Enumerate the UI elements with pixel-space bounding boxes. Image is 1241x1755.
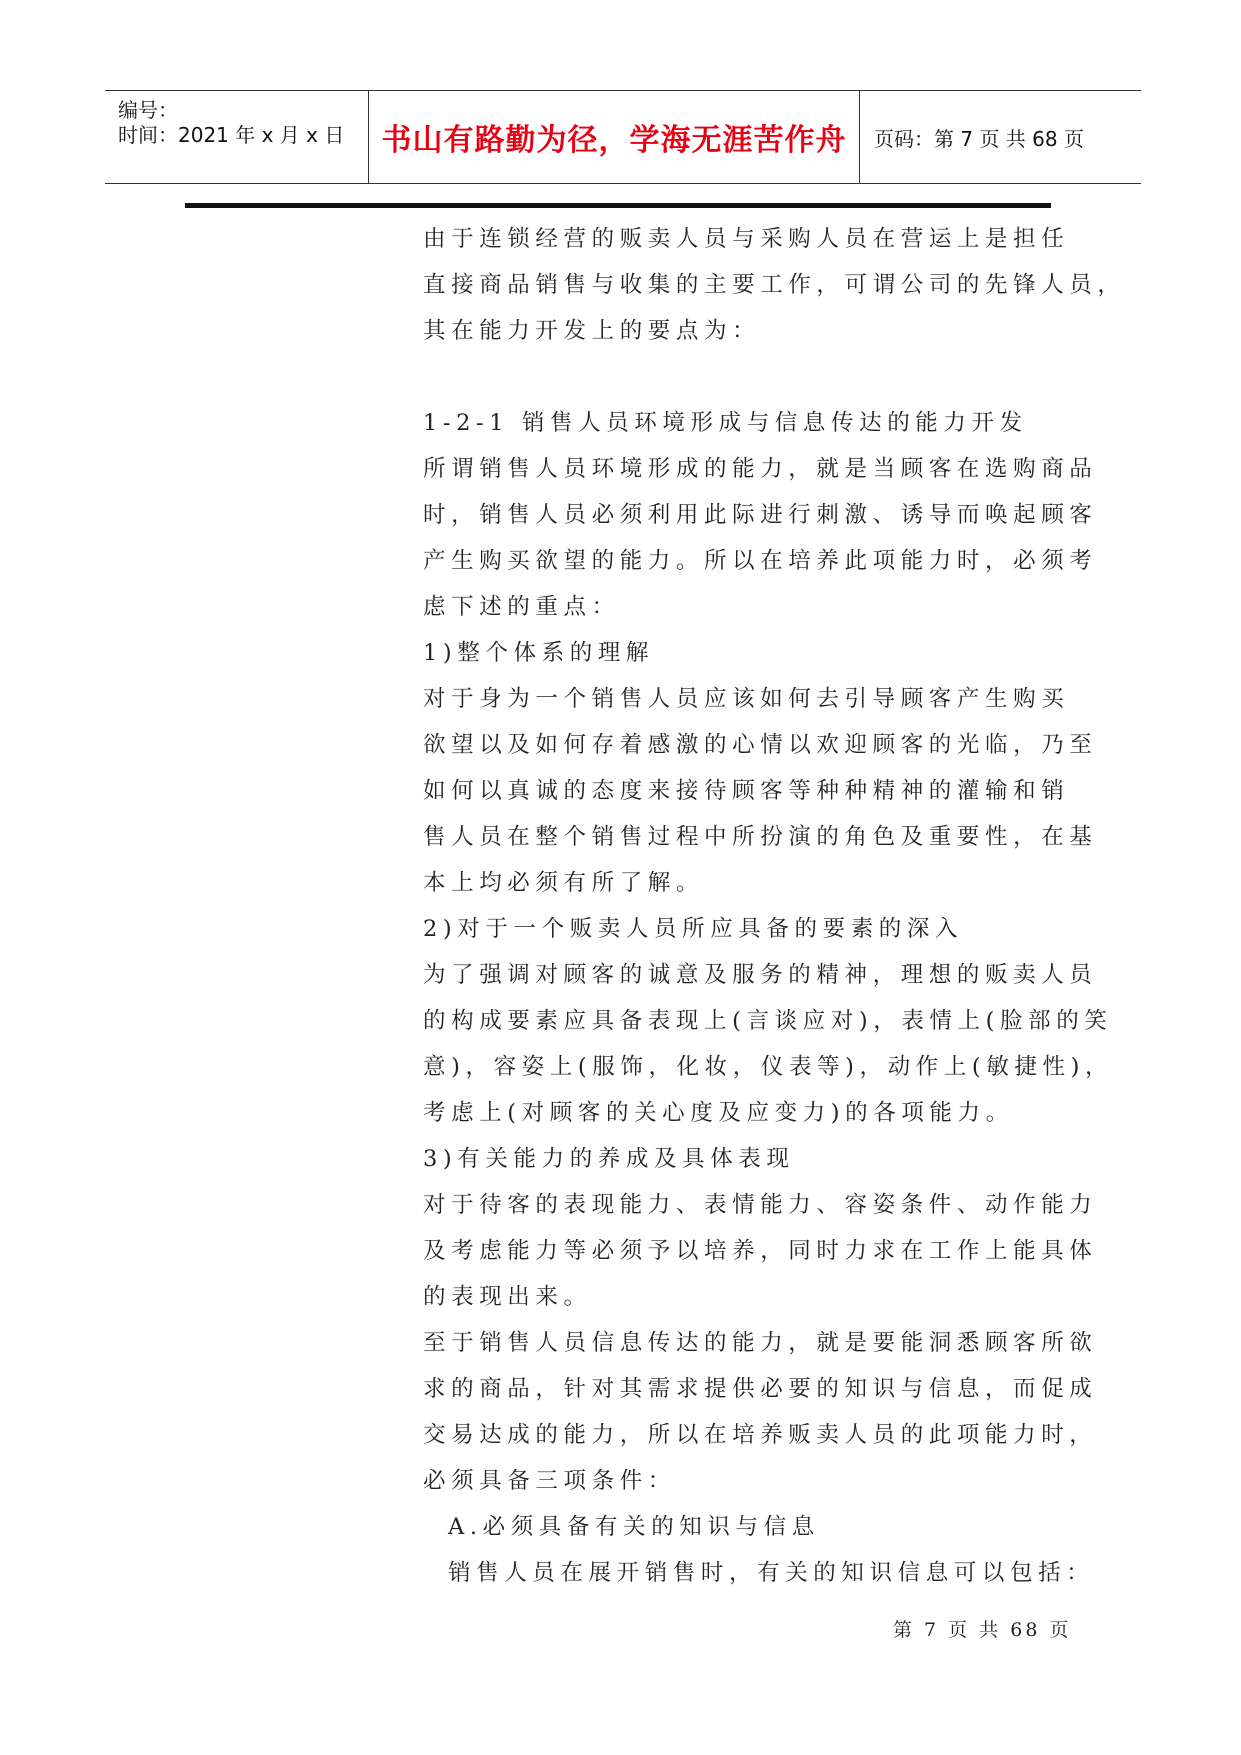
header-page-cell bbox=[860, 91, 1141, 183]
body-line: 考虑上(对顾客的关心度及应变力)的各项能力。 bbox=[423, 1100, 1014, 1126]
body-line: 直接商品销售与收集的主要工作，可谓公司的先锋人员， bbox=[423, 272, 1126, 298]
page-header bbox=[105, 90, 1141, 184]
body-line: 为了强调对顾客的诚意及服务的精神，理想的贩卖人员 bbox=[423, 962, 1098, 988]
header-meta-cell bbox=[105, 91, 369, 183]
page-footer: 第 7 页 共 68 页 bbox=[893, 1619, 1072, 1641]
body-line: 其在能力开发上的要点为： bbox=[423, 318, 761, 344]
serial-number-label: 编号： bbox=[118, 98, 178, 122]
body-line: 交易达成的能力，所以在培养贩卖人员的此项能力时， bbox=[423, 1422, 1098, 1448]
body-line: 产生购买欲望的能力。所以在培养此项能力时，必须考 bbox=[423, 548, 1098, 574]
header-motto: 书山有路勤为径，学海无涯苦作舟 bbox=[381, 123, 847, 158]
body-line: 虑下述的重点： bbox=[423, 594, 620, 620]
indented-subheading: A.必须具备有关的知识与信息 bbox=[448, 1514, 820, 1540]
paragraph-gap bbox=[423, 354, 1068, 400]
body-line: 本上均必须有所了解。 bbox=[423, 870, 705, 896]
body-line: 的构成要素应具备表现上(言谈应对)，表情上(脸部的笑 bbox=[423, 1008, 1113, 1034]
body-line: 对于身为一个销售人员应该如何去引导顾客产生购买 bbox=[423, 686, 1070, 712]
body-line: 意)，容姿上(服饰，化妆，仪表等)，动作上(敏捷性)， bbox=[423, 1054, 1114, 1080]
time-label: 时间：2021 年 x 月 x 日 bbox=[118, 123, 345, 147]
body-line: 由于连锁经营的贩卖人员与采购人员在营运上是担任 bbox=[423, 226, 1070, 252]
body-line: 时，销售人员必须利用此际进行刺激、诱导而唤起顾客 bbox=[423, 502, 1098, 528]
subheading: 3)有关能力的养成及具体表现 bbox=[423, 1146, 795, 1172]
body-line: 售人员在整个销售过程中所扮演的角色及重要性，在基 bbox=[423, 824, 1098, 850]
subheading: 2)对于一个贩卖人员所应具备的要素的深入 bbox=[423, 916, 964, 942]
body-line: 求的商品，针对其需求提供必要的知识与信息，而促成 bbox=[423, 1376, 1098, 1402]
body-line: 对于待客的表现能力、表情能力、容姿条件、动作能力 bbox=[423, 1192, 1098, 1218]
body-line: 必须具备三项条件： bbox=[423, 1468, 676, 1494]
indented-line: 销售人员在展开销售时，有关的知识信息可以包括： bbox=[448, 1560, 1095, 1586]
body-line: 至于销售人员信息传达的能力，就是要能洞悉顾客所欲 bbox=[423, 1330, 1098, 1356]
body-line: 的表现出来。 bbox=[423, 1284, 592, 1310]
header-page-info: 页码：第 7 页 共 68 页 bbox=[874, 127, 1084, 151]
body-line: 所谓销售人员环境形成的能力，就是当顾客在选购商品 bbox=[423, 456, 1098, 482]
body-line: 如何以真诚的态度来接待顾客等种种精神的灌输和销 bbox=[423, 778, 1070, 804]
header-motto-cell bbox=[369, 91, 860, 183]
document-body bbox=[423, 216, 1126, 1596]
section-heading: 1-2-1 销售人员环境形成与信息传达的能力开发 bbox=[423, 410, 1028, 436]
subheading: 1)整个体系的理解 bbox=[423, 640, 654, 666]
header-divider-rule bbox=[185, 203, 1051, 208]
body-line: 欲望以及如何存着感激的心情以欢迎顾客的光临，乃至 bbox=[423, 732, 1098, 758]
body-line: 及考虑能力等必须予以培养，同时力求在工作上能具体 bbox=[423, 1238, 1098, 1264]
